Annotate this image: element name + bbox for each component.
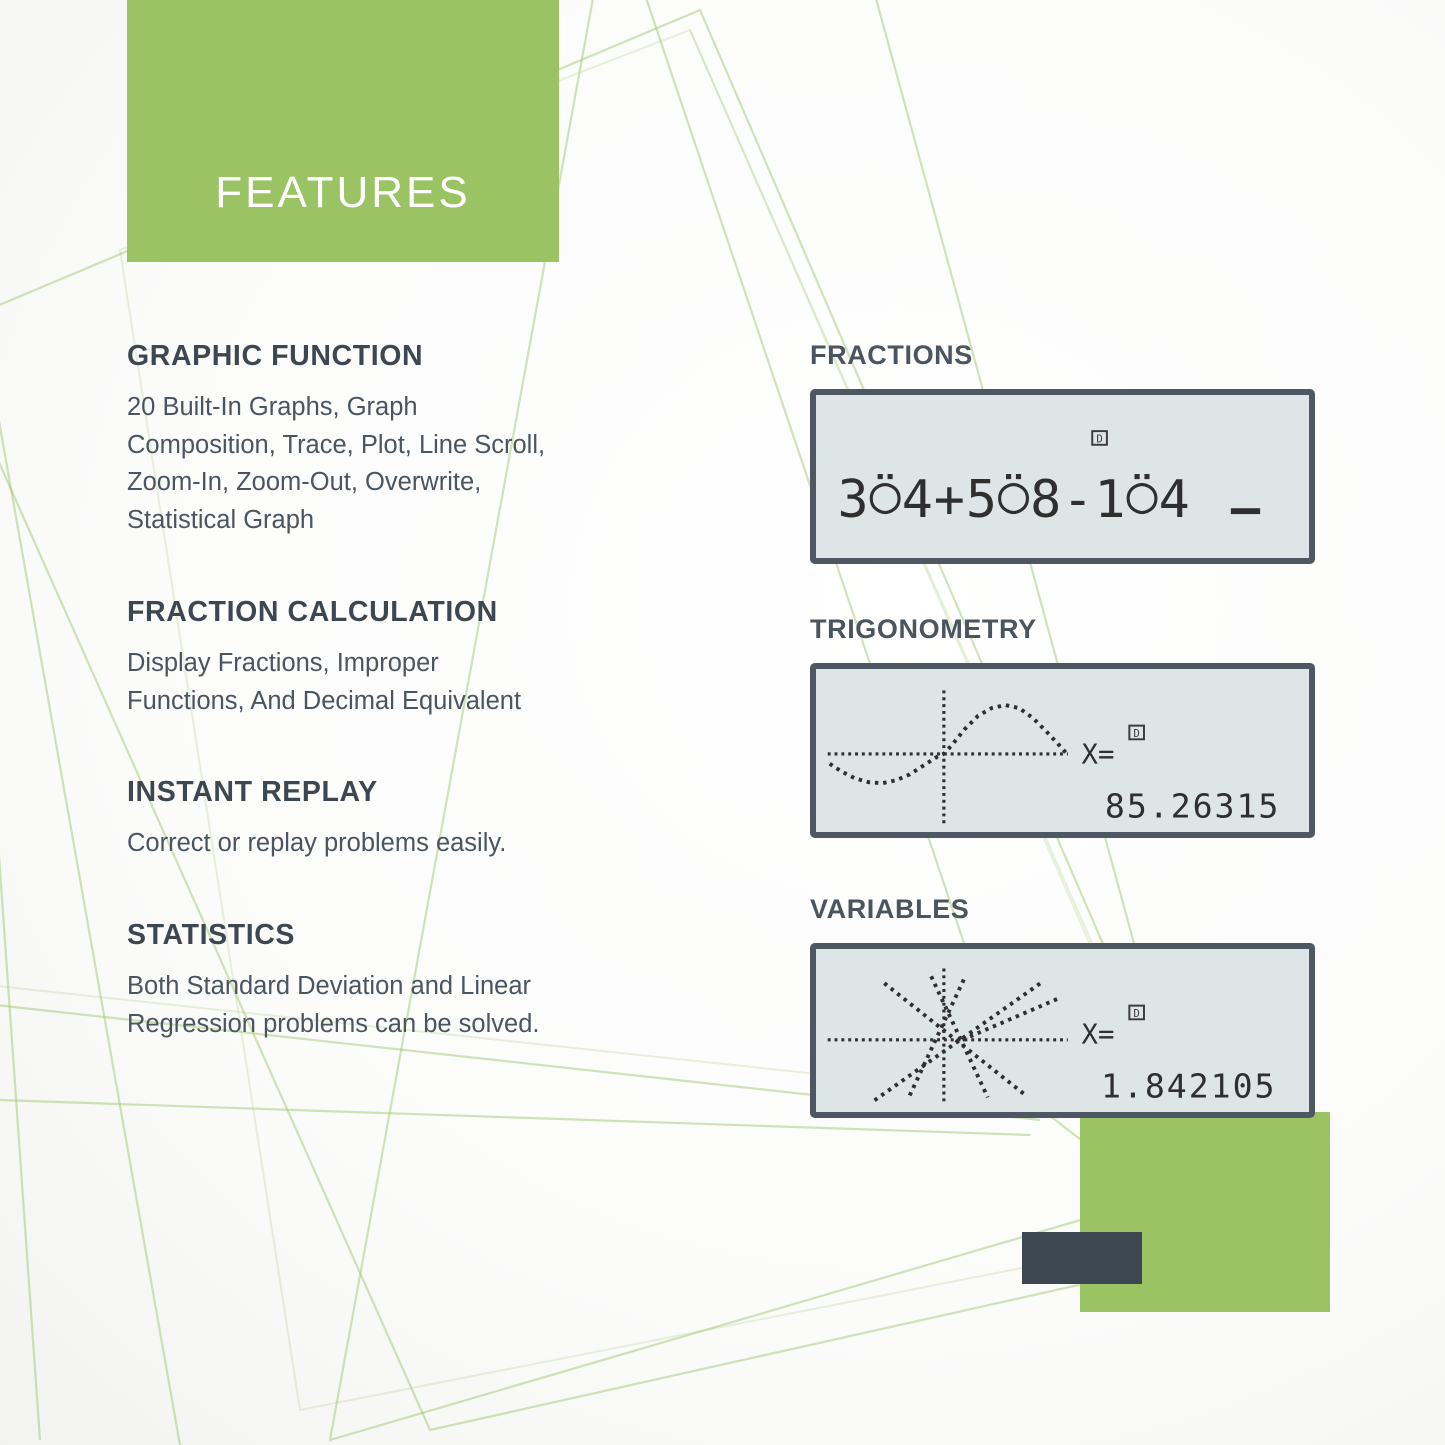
dark-accent-tab <box>1022 1232 1142 1284</box>
svg-text:D: D <box>1133 1006 1140 1020</box>
feature-heading: INSTANT REPLAY <box>127 776 378 809</box>
mode-indicator-icon <box>1129 726 1144 740</box>
feature-body: Correct or replay problems easily. <box>127 829 507 858</box>
feature-statistics <box>127 919 727 1043</box>
lcd-display-fractions <box>810 389 1315 564</box>
screen-heading: TRIGONOMETRY <box>810 614 1037 644</box>
feature-fraction-calculation <box>127 596 727 720</box>
svg-text:D: D <box>1133 726 1140 740</box>
feature-heading: STATISTICS <box>127 919 296 952</box>
lcd-display-variables <box>810 943 1315 1118</box>
lcd-value: 85.26315 <box>1104 786 1281 826</box>
lcd-expression: 3⍥4+5⍥8-1⍥4 <box>837 470 1191 531</box>
feature-graphic-function <box>127 340 727 540</box>
feature-heading: GRAPHIC FUNCTION <box>127 340 424 372</box>
screen-heading: FRACTIONS <box>810 340 973 370</box>
right-screens-column <box>810 340 1330 1164</box>
screen-block-variables <box>810 894 1330 1118</box>
lcd-content-trigonometry <box>816 669 1309 838</box>
screen-block-trigonometry <box>810 614 1330 838</box>
feature-body: 20 Built-In Graphs, Graph Composition, Trace, Plot, Line Scroll, Zoom-In, Zoom-Out, Overwrite, Statistical Graph <box>127 393 546 535</box>
graph-axes <box>828 690 1068 823</box>
feature-body: Both Standard Deviation and Linear Regression problems can be solved. <box>127 972 540 1038</box>
feature-instant-replay <box>127 776 727 863</box>
lcd-content-variables <box>816 949 1309 1118</box>
features-title: FEATURES <box>215 168 471 217</box>
screen-heading: VARIABLES <box>810 894 970 924</box>
screen-block-fractions <box>810 340 1330 564</box>
lcd-cursor <box>1231 508 1260 514</box>
graph-curve-sine <box>830 705 1068 783</box>
svg-text:D: D <box>1096 432 1103 446</box>
lcd-content-fractions <box>816 395 1309 564</box>
left-feature-column <box>127 340 727 1100</box>
lcd-display-trigonometry <box>810 663 1315 838</box>
feature-body: Display Fractions, Improper Functions, And Decimal Equivalent <box>127 648 522 715</box>
mode-indicator-icon <box>1129 1006 1144 1020</box>
feature-heading: FRACTION CALCULATION <box>127 595 498 628</box>
mode-indicator-icon <box>1092 431 1107 445</box>
lcd-value: 1.842105 <box>1101 1066 1277 1106</box>
features-badge <box>127 0 559 262</box>
lcd-label: X= <box>1081 1019 1115 1051</box>
lcd-label: X= <box>1081 739 1115 771</box>
